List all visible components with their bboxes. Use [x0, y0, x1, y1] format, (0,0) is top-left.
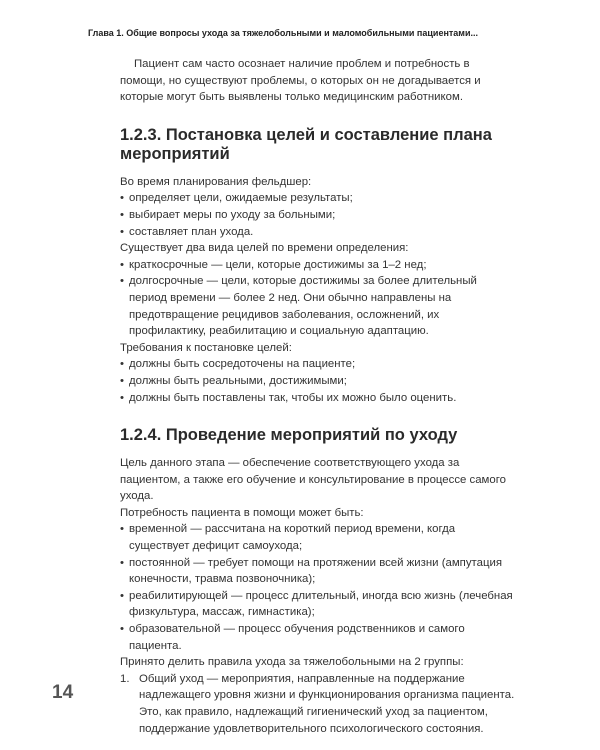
list-item: • краткосрочные — цели, которые достижимы за 1–2 нед; — [120, 257, 516, 274]
requirements-lead: Требования к постановке целей: — [120, 341, 292, 354]
list-item: • временной — рассчитана на короткий период времени, когда существует дефицит самоухода; — [120, 521, 516, 554]
goal-types-lead: Существует два вида целей по времени определения: — [120, 242, 409, 255]
list-item: • реабилитирующей — процесс длительный, иногда всю жизнь (лечебная физкультура, массаж, гимнастика); — [120, 588, 516, 621]
list-item: • должны быть реальными, достижимыми; — [120, 373, 516, 390]
list-item: • должны быть сосредоточены на пациенте; — [120, 356, 516, 373]
goal-types-list — [120, 257, 516, 340]
list-item: • выбирает меры по уходу за больными; — [120, 207, 516, 224]
list-item: • составляет план ухода. — [120, 224, 516, 241]
list-item: • долгосрочные — цели, которые достижимы за более длительный период времени — более 2 нед. Они обычно направлены на предотвращение рецидивов заболевания, осложнений, их профилактику, реабилитацию и социальную адаптацию. — [120, 273, 516, 339]
stage-goal-paragraph: Цель данного этапа — обеспечение соответствующего ухода за пациентом, а также его обучение и консультирование в процессе самого ухода. — [120, 457, 506, 503]
rules-list — [120, 671, 516, 737]
list-item: • постоянной — требует помощи на протяжении всей жизни (ампутация конечности, травма позвоночника); — [120, 555, 516, 588]
planning-list — [120, 190, 516, 240]
list-item: • определяет цели, ожидаемые результаты; — [120, 190, 516, 207]
need-list — [120, 521, 516, 654]
list-item-number: 1. — [120, 672, 130, 685]
planning-lead: Во время планирования фельдшер: — [120, 175, 312, 188]
list-item-text: Общий уход — мероприятия, направленные на поддержание надлежащего уровня жизни и функционирования организма пациента. Это, как правило, надлежащий гигиенический уход за пациентом, поддержание удовлетворительного психологического состояния. — [139, 672, 515, 735]
requirements-list — [120, 356, 516, 406]
list-item — [120, 671, 516, 737]
running-header: Глава 1. Общие вопросы ухода за тяжелобольными и маломобильными пациентами... — [88, 28, 478, 38]
need-lead: Потребность пациента в помощи может быть: — [120, 506, 364, 519]
section-heading-1-2-3: 1.2.3. Постановка целей и составление плана мероприятий — [120, 125, 492, 163]
intro-paragraph: Пациент сам часто осознает наличие проблем и потребность в помощи, но существуют проблемы, о которых он не догадывается и которые могут быть выявлены только медицинским работником. — [120, 58, 481, 104]
list-item: • образовательной — процесс обучения родственников и самого пациента. — [120, 621, 516, 654]
list-item: • должны быть поставлены так, чтобы их можно было оценить. — [120, 390, 516, 407]
page-content — [120, 56, 516, 737]
rules-lead: Принято делить правила ухода за тяжелобольными на 2 группы: — [120, 656, 464, 669]
page-number: 14 — [52, 682, 74, 703]
section-heading-1-2-4: 1.2.4. Проведение мероприятий по уходу — [120, 426, 458, 445]
